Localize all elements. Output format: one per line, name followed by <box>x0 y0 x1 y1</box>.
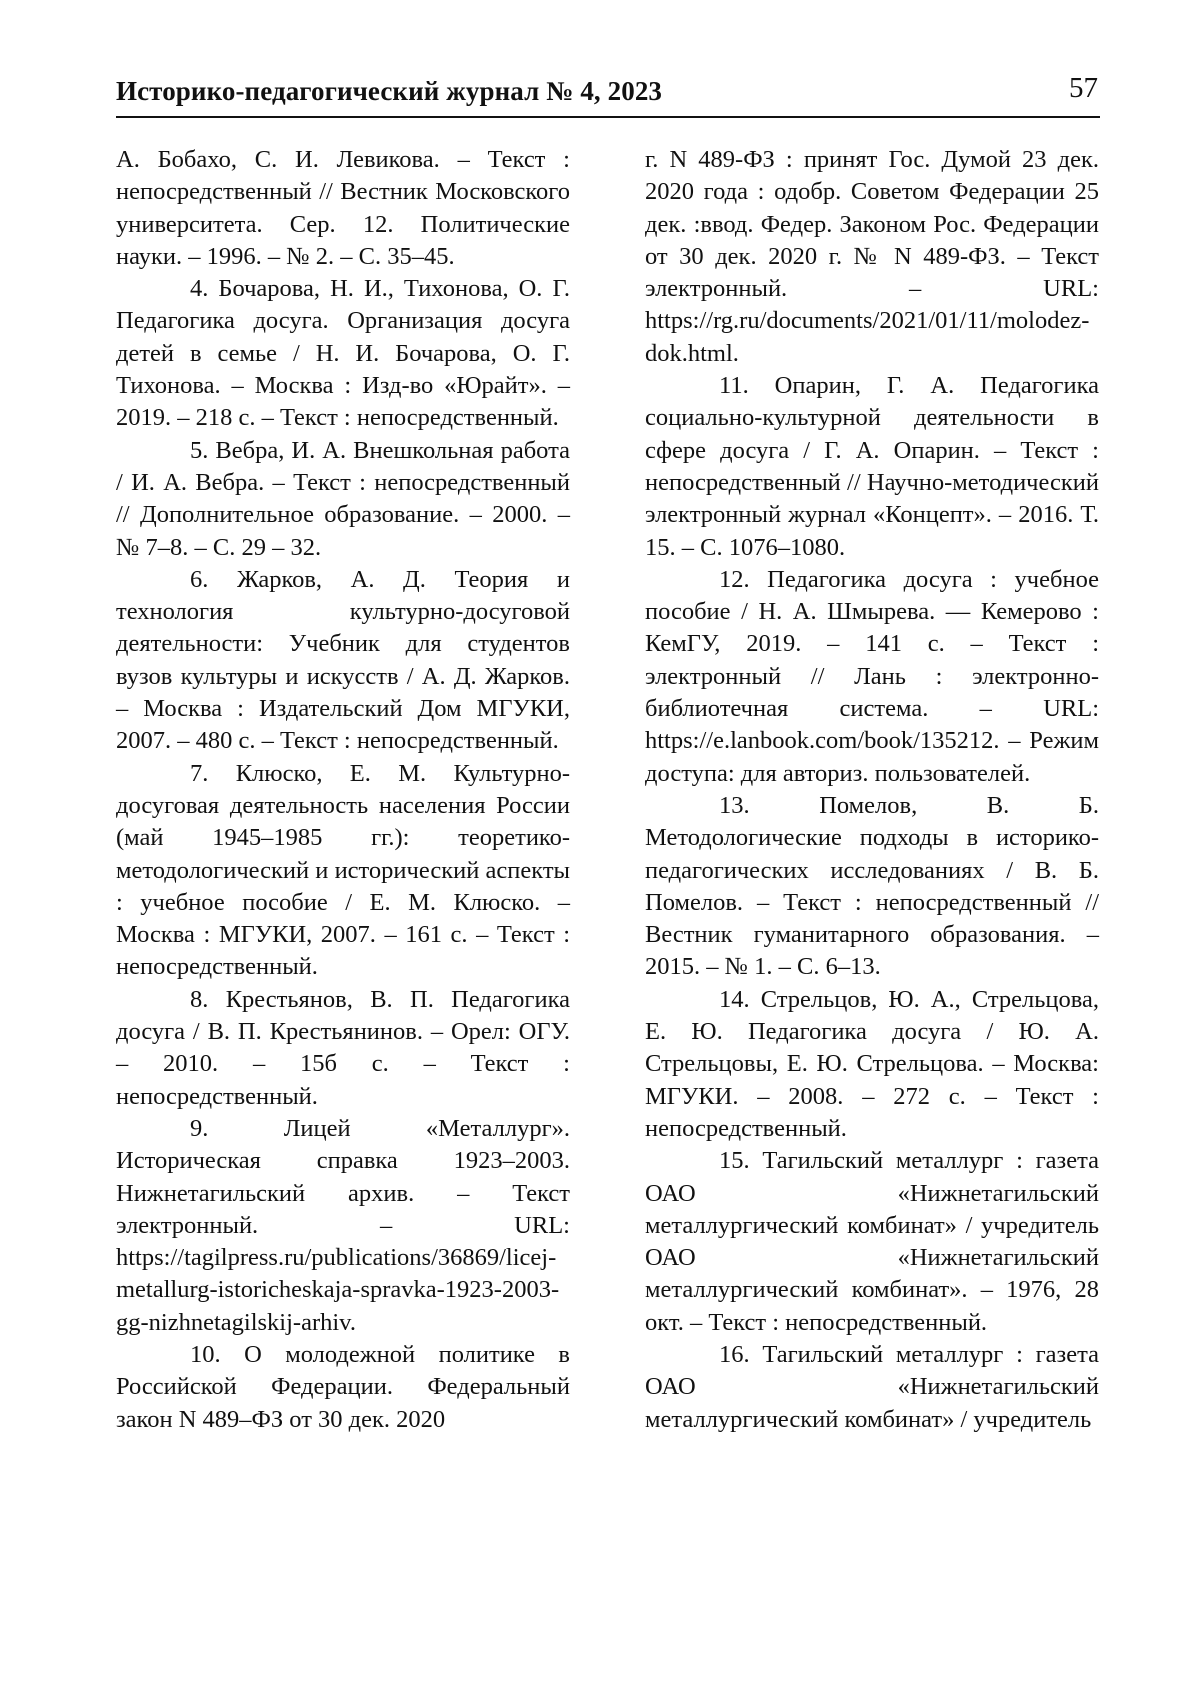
running-header <box>116 72 1100 118</box>
page-number: 57 <box>1069 72 1098 104</box>
reference-item-16: 16. Тагильский металлург : газета ОАО «Нижнетагильский металлургический комбинат» / учредитель <box>645 1340 1099 1433</box>
reference-item-13: 13. Помелов, В. Б. Методологические подходы в историко-педагогических исследованиях / В. Б. Помелов. – Текст : непосредственный // Вестник гуманитарного образования. – 2015. – № 1. – С. 6–13. <box>645 791 1099 981</box>
reference-item-8: 8. Крестьянов, В. П. Педагогика досуга / В. П. Крестьянинов. – Орел: ОГУ. – 2010. – 15б с. – Текст : непосредственный. <box>116 985 570 1110</box>
reference-continuation: А. Бобахо, С. И. Левикова. – Текст : непосредственный // Вестник Московского университета. Сер. 12. Политические науки. – 1996. – № 2. – С. 35–45. <box>116 146 570 270</box>
reference-item-7: 7. Клюско, Е. М. Культурно-досуговая деятельность населения России (май 1945–1985 гг.): теоретико-методологический и исторический аспекты : учебное пособие / Е. М. Клюско. – Москва : МГУКИ, 2007. – 161 с. – Текст : непосредственный. <box>116 759 570 981</box>
reference-column-left <box>116 144 570 1436</box>
reference-continuation: г. N 489-ФЗ : принят Гос. Думой 23 дек. 2020 года : одобр. Советом Федерации 25 дек. :ввод. Федер. Законом Рос. Федерации от 30 дек. 2020 г. № N 489-ФЗ. – Текст электронный. – URL: https://rg.ru/documents/2021/01/11/molodez-dok.html. <box>645 146 1099 367</box>
reference-item-9: 9. Лицей «Металлург». Историческая справка 1923–2003. Нижнетагильский архив. – Текст электронный. – URL: https://tagilpress.ru/publications/36869/licej-metallurg-istoricheskaja-spravka-1923-2003-gg-nizhnetagilskij-arhiv. <box>116 1114 570 1336</box>
reference-item-11: 11. Опарин, Г. А. Педагогика социально-культурной деятельности в сфере досуга / Г. А. Опарин. – Текст : непосредственный // Научно-методический электронный журнал «Концепт». – 2016. Т. 15. – С. 1076–1080. <box>645 372 1099 561</box>
reference-item-5: 5. Вебра, И. А. Внешкольная работа / И. А. Вебра. – Текст : непосредственный // Дополнительное образование. – 2000. – № 7–8. – С. 29 – 32. <box>116 436 570 561</box>
reference-item-10: 10. О молодежной политике в Российской Федерации. Федеральный закон N 489–ФЗ от 30 дек. 2020 <box>116 1340 570 1433</box>
reference-item-12: 12. Педагогика досуга : учебное пособие / Н. А. Шмырева. — Кемерово : КемГУ, 2019. – 141 с. – Текст : электронный // Лань : электронно-библиотечная система. – URL: https://e.lanbook.com/book/135212. – Режим доступа: для авториз. пользователей. <box>645 565 1099 787</box>
reference-item-14: 14. Стрельцов, Ю. А., Стрельцова, Е. Ю. Педагогика досуга / Ю. А. Стрельцовы, Е. Ю. Стрельцова. – Москва: МГУКИ. – 2008. – 272 с. – Текст : непосредственный. <box>645 985 1099 1142</box>
reference-column-right <box>645 144 1099 1436</box>
reference-item-6: 6. Жарков, А. Д. Теория и технология культурно-досуговой деятельности: Учебник для студентов вузов культуры и искусств / А. Д. Жарков. – Москва : Издательский Дом МГУКИ, 2007. – 480 с. – Текст : непосредственный. <box>116 565 570 755</box>
reference-item-4: 4. Бочарова, Н. И., Тихонова, О. Г. Педагогика досуга. Организация досуга детей в семье / Н. И. Бочарова, О. Г. Тихонова. – Москва : Изд-во «Юрайт». – 2019. – 218 с. – Текст : непосредственный. <box>116 275 570 432</box>
reference-item-15: 15. Тагильский металлург : газета ОАО «Нижнетагильский металлургический комбинат» / учредитель ОАО «Нижнетагильский металлургический комбинат». – 1976, 28 окт. – Текст : непосредственный. <box>645 1147 1099 1336</box>
journal-title: Историко-педагогический журнал № 4, 2023 <box>116 76 663 106</box>
